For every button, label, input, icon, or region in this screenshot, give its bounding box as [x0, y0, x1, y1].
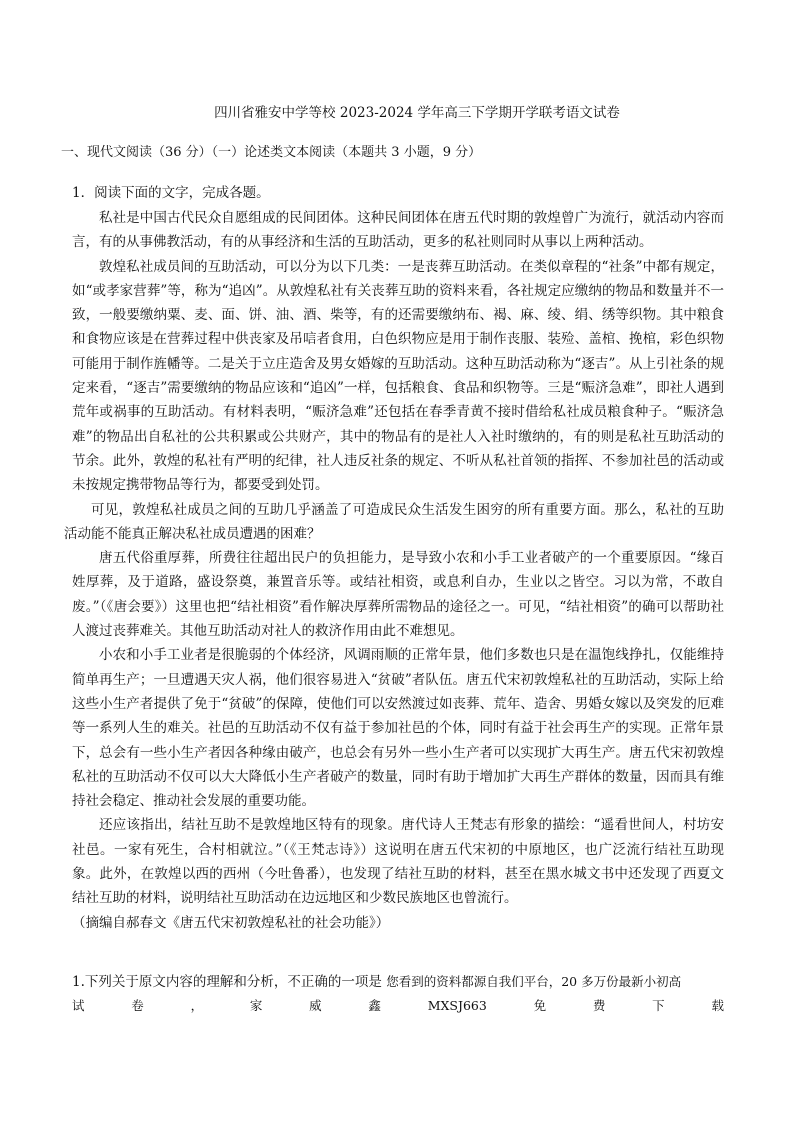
ad-char: 卷 [131, 998, 144, 1013]
exam-title: 四川省雅安中学等校 2023-2024 学年高三下学期开学联考语文试卷 [214, 105, 620, 121]
source-note: （摘编自郝春文《唐五代宋初敦煌私社的社会功能》） [72, 914, 390, 931]
ad-code: MXSJ663 [427, 998, 487, 1013]
question-1 [72, 970, 724, 1018]
passage-paragraph: 还应该指出，结社互助不是敦煌地区特有的现象。唐代诗人王梵志有形象的描绘：“遥看世间人，村坊安社邑。一家有死生，合村相就泣。”（《王梵志诗》）这说明在唐五代宋初的中原地区，也广泛流行结社互助现象。此外，在敦煌以西的西州（今吐鲁番），也发现了结社互助的材料，甚至在黑水城文书中还发现了西夏文结社互助的材料，说明结社互助活动在边远地区和少数民族地区也曾流行。 [72, 817, 724, 907]
ad-text-line-2 [72, 994, 724, 1018]
ad-text-line-1: 您看到的资料都源自我们平台，20 多万份最新小初高 [386, 974, 682, 989]
question-1-stem: 1.下列关于原文内容的理解和分析，不正确的一项是 [72, 974, 382, 990]
passage-paragraph: 唐五代俗重厚葬，所费往往超出民户的负担能力，是导致小农和小手工业者破产的一个重要原因。“缘百姓厚葬，及于道路，盛设祭奠，兼置音乐等。或结社相资，或息利自办，生业以之皆空。习以为常，不敢自废。”（《唐会要》）这里也把“结社相资”看作解决厚葬所需物品的途径之一。可见，“结社相资”的确可以帮助社人渡过丧葬难关。其他互助活动对社人的救济作用由此不难想见。 [72, 550, 724, 640]
ad-char: 家 [249, 998, 263, 1013]
ad-char: 载 [711, 998, 724, 1013]
section-heading: 一、现代文阅读（36 分）（一）论述类文本阅读（本题共 3 小题，9 分） [61, 145, 482, 160]
ad-char: 鑫 [368, 998, 381, 1013]
ad-char: 费 [592, 998, 606, 1013]
passage-paragraph: 私社是中国古代民众自愿组成的民间团体。这种民间团体在唐五代时期的敦煌曾广为流行，就活动内容而言，有的从事佛教活动，有的从事经济和生活的互助活动，更多的私社则同时从事以上两种活动。 [72, 210, 724, 251]
ad-char: 下 [652, 998, 665, 1013]
passage-paragraph: 小农和小手工业者是很脆弱的个体经济，风调雨顺的正常年景，他们多数也只是在温饱线挣扎，仅能维持简单再生产；一旦遭遇天灾人祸，他们很容易进入“贫破”者队伍。唐五代宋初敦煌私社的互助活动，实际上给这些小生产者提供了免于“贫破”的保障，使他们可以安然渡过如丧葬、荒年、造舍、男婚女嫁以及突发的厄难等一系列人生的难关。社邑的互助活动不仅有益于参加社邑的个体，同时有益于社会再生产的实现。正常年景下，总会有一些小生产者因各种缘由破产，也总会有另外一些小生产者可以实现扩大再生产。唐五代宋初敦煌私社的互助活动不仅可以大大降低小生产者破产的数量，同时有助于增加扩大再生产群体的数量，因而具有维持社会稳定、推动社会发展的重要功能。 [72, 647, 724, 810]
ad-char: 威 [309, 998, 322, 1013]
passage-paragraph: 敦煌私社成员间的互助活动，可以分为以下几类：一是丧葬互助活动。在类似章程的“社条”中都有规定，如“或孝家营葬”等，称为“追凶”。从敦煌私社有关丧葬互助的资料来看，各社规定应缴纳的物品和数量并不一致，一般要缴纳粟、麦、面、饼、油、酒、柴等，有的还需要缴纳布、褐、麻、绫、绢、绣等织物。其中粮食和食物应该是在营葬过程中供丧家及吊唁者食用，白色织物应是用于制作丧服、装殓、盖棺、挽棺，彩色织物可能用于制作旌幡等。二是关于立庄造舍及男女婚嫁的互助活动。这种互助活动称为“逐吉”。从上引社条的规定来看，“逐吉”需要缴纳的物品应该和“追凶”一样，包括粮食、食品和织物等。三是“赈济急难”，即社人遇到荒年或祸事的互助活动。有材料表明，“赈济急难”还包括在春季青黄不接时借给私社成员粮食种子。“赈济急难”的物品出自私社的公共积累或公共财产，其中的物品有的是社人入社时缴纳的，有的则是私社互助活动的节余。此外，敦煌的私社有严明的纪律，社人违反社条的规定、不听从私社首领的指挥、不参加社邑的活动或未按规定携带物品等行为，都要受到处罚。 [72, 258, 724, 494]
passage-paragraph: 可见，敦煌私社成员之间的互助几乎涵盖了可造成民众生活发生困穷的所有重要方面。那么，私社的互助活动能不能真正解决私社成员遭遇的困难？ [64, 501, 724, 542]
ad-char: ， [190, 998, 204, 1013]
ad-char: 免 [533, 998, 547, 1013]
reading-passage [64, 206, 724, 935]
question-intro: 1．阅读下面的文字，完成各题。 [72, 185, 270, 201]
ad-char: 试 [72, 998, 85, 1013]
